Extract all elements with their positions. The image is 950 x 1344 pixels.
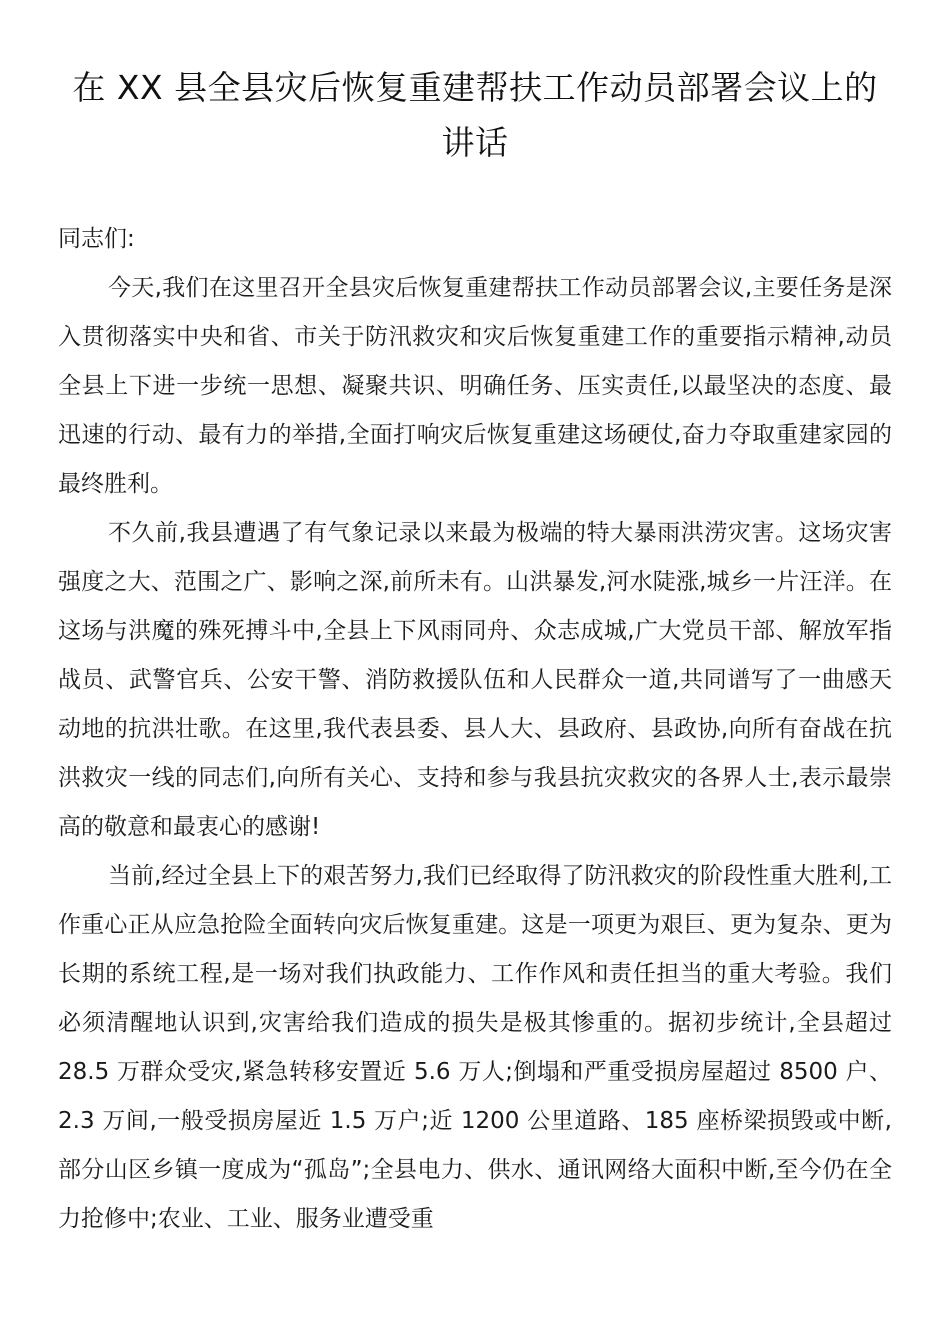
- document-page: [58, 60, 892, 1244]
- paragraph-current-situation: 当前,经过全县上下的艰苦努力,我们已经取得了防汛救灾的阶段性重大胜利,工作重心正从应急抢险全面转向灾后恢复重建。这是一项更为艰巨、更为复杂、更为长期的系统工程,是一场对我们执政能力、工作作风和责任担当的重大考验。我们必须清醒地认识到,灾害给我们造成的损失是极其惨重的。据初步统计,全县超过 28.5 万群众受灾,紧急转移安置近 5.6 万人;倒塌和严重受损房屋超过 8500 户、2.3 万间,一般受损房屋近 1.5 万户;近 1200 公里道路、185 座桥梁损毁或中断,部分山区乡镇一度成为“孤岛”;全县电力、供水、通讯网络大面积中断,至今仍在全力抢修中;农业、工业、服务业遭受重: [58, 863, 892, 1232]
- paragraph-disaster-background: 不久前,我县遭遇了有气象记录以来最为极端的特大暴雨洪涝灾害。这场灾害强度之大、范围之广、影响之深,前所未有。山洪暴发,河水陡涨,城乡一片汪洋。在这场与洪魔的殊死搏斗中,全县上下风雨同舟、众志成城,广大党员干部、解放军指战员、武警官兵、公安干警、消防救援队伍和人民群众一道,共同谱写了一曲感天动地的抗洪壮歌。在这里,我代表县委、县人大、县政府、县政协,向所有奋战在抗洪救灾一线的同志们,向所有关心、支持和参与我县抗灾救灾的各界人士,表示最崇高的敬意和最衷心的感谢!: [58, 520, 892, 840]
- paragraph-opening: 今天,我们在这里召开全县灾后恢复重建帮扶工作动员部署会议,主要任务是深入贯彻落实中央和省、市关于防汛救灾和灾后恢复重建工作的重要指示精神,动员全县上下进一步统一思想、凝聚共识、明确任务、压实责任,以最坚决的态度、最迅速的行动、最有力的举措,全面打响灾后恢复重建这场硬仗,奋力夺取重建家园的最终胜利。: [58, 275, 892, 497]
- document-title: 在 XX 县全县灾后恢复重建帮扶工作动员部署会议上的讲话: [72, 68, 878, 162]
- salutation: 同志们:: [58, 226, 135, 252]
